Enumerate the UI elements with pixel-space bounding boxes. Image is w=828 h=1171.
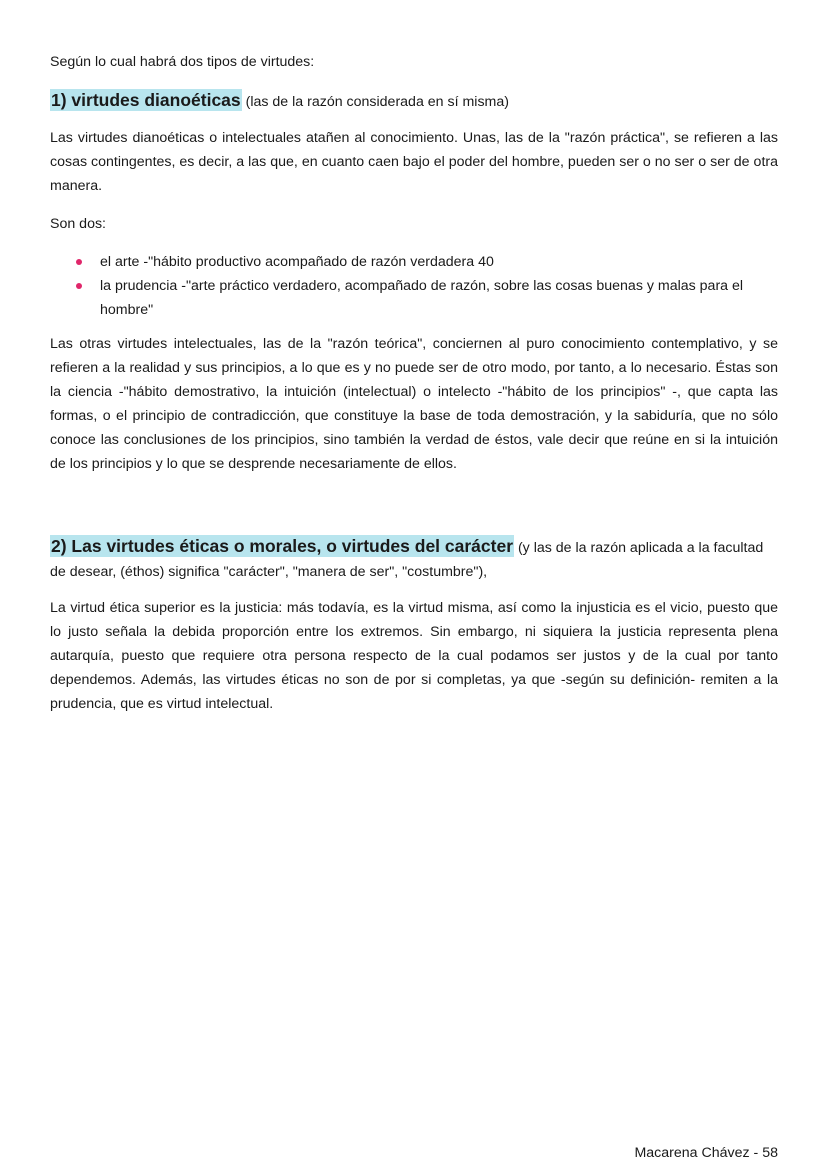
son-dos-label: Son dos: [50, 216, 107, 232]
section2-paragraph1: La virtud ética superior es la justicia: más todavía, es la virtud misma, así como la injusticia es el vicio, puesto que lo justo señala la debida proporción entre los extremos. Sin embargo, ni siquiera la justicia representa plena autarquía, puesto que requiere otra persona respecto de la cual podamos ser justos y de la cual por tanto dependemos. Además, las virtudes éticas no son de por si completas, ya que -según su definición- remiten a la prudencia, que es virtud intelectual. [50, 600, 778, 712]
intro-text: Según lo cual habrá dos tipos de virtudes: [50, 54, 315, 70]
section-spacer [50, 490, 778, 534]
list-item [50, 250, 778, 274]
section2-subtitle: (y las de la razón aplicada a la facultad de desear, (éthos) significa "carácter", "manera de ser", "costumbre"), [50, 540, 764, 580]
section2-heading: 2) Las virtudes éticas o morales, o virtudes del carácter [51, 536, 514, 556]
list-item-text: el arte -"hábito productivo acompañado de razón verdadera 40 [100, 254, 494, 270]
section1-paragraph2: Las otras virtudes intelectuales, las de la "razón teórica", conciernen al puro conocimiento contemplativo, y se refieren a la realidad y sus principios, a lo que es y no puede ser de otro modo, por tanto, a lo necesario. Éstas son la ciencia -"hábito demostrativo, la intuición (intelectual) o intelecto -"hábito de los principios" -, que capta las formas, o el principio de contradicción, que constituye la base de toda demostración, y la sabiduría, que no sólo conoce las conclusiones de los principios, sino también la verdad de éstos, vale decir que reúne en si la intuición de los principios y lo que se desprende necesariamente de ellos. [50, 336, 778, 472]
page-footer: Macarena Chávez - 58 [634, 1145, 778, 1161]
list-item-text: la prudencia -"arte práctico verdadero, acompañado de razón, sobre las cosas buenas y malas para el hombre" [100, 278, 744, 318]
section1-paragraph1: Las virtudes dianoéticas o intelectuales atañen al conocimiento. Unas, las de la "razón práctica", se refieren a las cosas contingentes, es decir, a las que, en cuanto caen bajo el poder del hombre, pueden ser o no ser o ser de otra manera. [50, 130, 778, 194]
section1-subtitle: (las de la razón considerada en sí misma) [241, 94, 509, 110]
bullet-icon [76, 283, 82, 289]
bullet-icon [76, 259, 82, 265]
list-item [50, 274, 778, 322]
document-page [50, 50, 778, 730]
section1-heading: 1) virtudes dianoéticas [51, 90, 241, 110]
section2-heading-line [50, 534, 778, 584]
section1-heading-line [50, 88, 778, 114]
virtues-list [50, 250, 778, 322]
